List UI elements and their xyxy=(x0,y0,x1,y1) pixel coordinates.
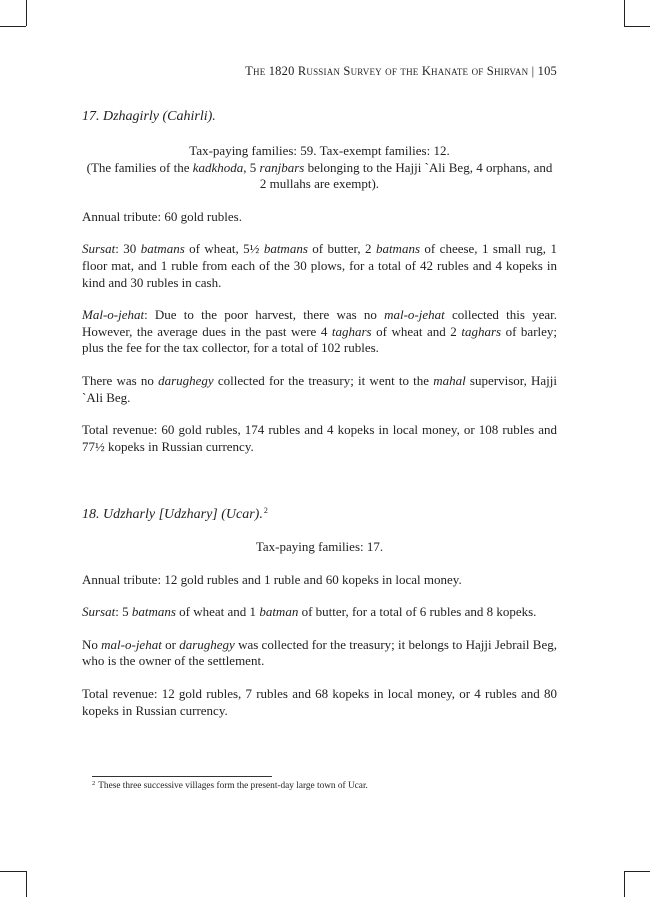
s17-annual-tribute: Annual tribute: 60 gold rubles. xyxy=(82,208,242,224)
crop-mark xyxy=(0,26,26,27)
header-separator: | xyxy=(531,64,535,78)
s17-mal-o-jehat: Mal-o-jehat: Due to the poor harvest, there was no mal-o-jehat collected this year. However, the average dues in the past were 4 taghars of wheat and 2 taghars of barley; plus the fee for the tax collector, for a total of 102 rubles. xyxy=(82,307,558,356)
s17-sursat: Sursat: 30 batmans of wheat, 5½ batmans of butter, 2 batmans of cheese, 1 small rug, 1 floor mat, and 1 ruble from each of the 30 plows, for a total of 42 rubles and 4 kopeks in kind and 30 rubles in cash. xyxy=(82,241,557,290)
s18-families: Tax-paying families: 17. xyxy=(255,539,384,554)
running-header xyxy=(245,64,557,79)
footnote-number: 2 xyxy=(92,780,96,787)
page-number: 105 xyxy=(537,64,557,78)
s17-total-revenue: Total revenue: 60 gold rubles, 174 rubles and 4 kopeks in local money, or 108 rubles and 77½ kopeks in Russian currency. xyxy=(82,422,557,454)
crop-mark xyxy=(624,26,650,27)
s18-annual-tribute: Annual tribute: 12 gold rubles and 1 ruble and 60 kopeks in local money. xyxy=(82,571,462,587)
s17-darughegy: There was no darughegy collected for the treasury; it went to the mahal supervisor, Hajji `Ali Beg. xyxy=(82,372,557,405)
s17-families: Tax-paying families: 59. Tax-exempt families: 12. xyxy=(189,143,450,158)
s18-total-revenue: Total revenue: 12 gold rubles, 7 rubles and 68 kopeks in local money, or 4 rubles and 80 kopeks in Russian currency. xyxy=(82,685,557,718)
crop-mark xyxy=(26,0,27,26)
s18-no-dues: No mal-o-jehat or darughegy was collected for the treasury; it belongs to Hajji Jebrail Beg, who is the owner of the settlement. xyxy=(82,636,557,669)
footnote-rule xyxy=(92,776,272,777)
crop-mark xyxy=(624,871,625,897)
footnote xyxy=(92,780,368,791)
section-17-body xyxy=(82,143,557,455)
s17-exempt-note: (The families of the kadkhoda, 5 ranjbars belonging to the Hajji `Ali Beg, 4 orphans, and 2 mullahs are exempt). xyxy=(86,159,553,192)
running-title: The 1820 Russian Survey of the Khanate of Shirvan xyxy=(245,64,529,78)
footnote-text: These three successive villages form the present-day large town of Ucar. xyxy=(98,781,368,791)
crop-mark xyxy=(0,871,26,872)
section-18-body xyxy=(82,539,557,719)
section-18-title: 18. Udzharly [Udzhary] (Ucar).$^2$ xyxy=(82,506,268,522)
crop-mark xyxy=(624,871,650,872)
s18-sursat: Sursat: 5 batmans of wheat and 1 batman of butter, for a total of 6 rubles and 8 kopeks. xyxy=(82,604,537,620)
crop-mark xyxy=(26,871,27,897)
footnote-ref: 2 xyxy=(263,506,268,515)
section-17-title: 17. Dzhagirly (Cahirli). xyxy=(82,109,216,124)
crop-mark xyxy=(624,0,625,26)
